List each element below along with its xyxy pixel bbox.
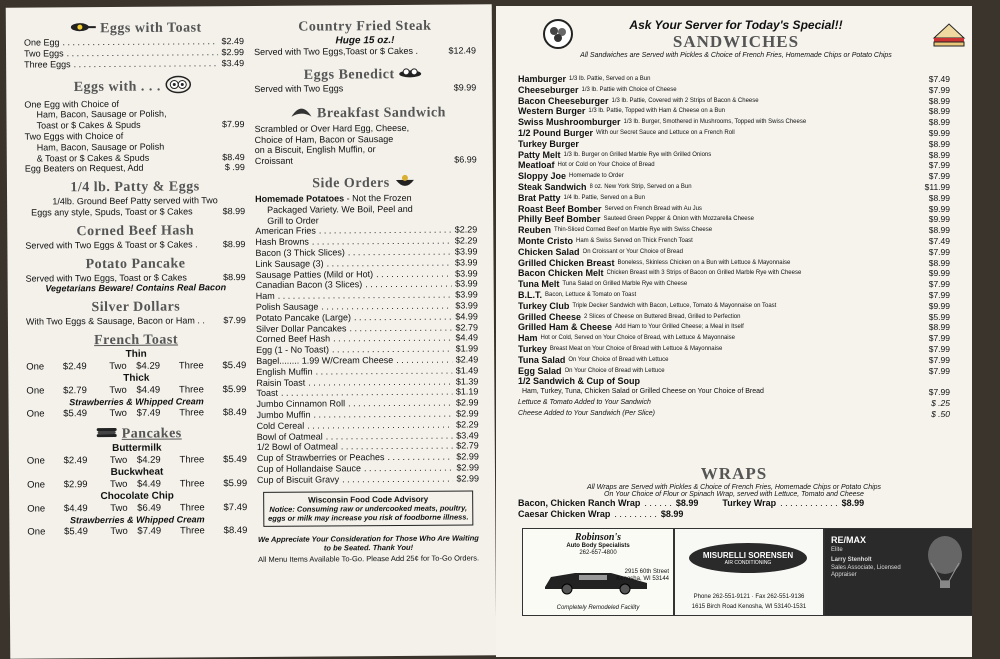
eggs-benedict-section: Eggs Benedict Served with Two Eggs $9.99 bbox=[254, 67, 477, 94]
sandwich-price: $9.99 bbox=[928, 203, 950, 214]
sandwich-name: Egg Salad bbox=[518, 365, 562, 376]
eggs-with-toast-section bbox=[24, 20, 244, 70]
sandwich-desc: 1/3 lb. Burger, Smothered in Mushrooms, Topped with Swiss Cheese bbox=[623, 119, 807, 126]
sandwich-desc: Hot or Cold, Served on Your Choice of Bread, with Lettuce & Mayonnaise bbox=[540, 335, 735, 342]
side-order-price: $2.99 bbox=[455, 397, 479, 408]
sandwich-price: $8.99 bbox=[928, 138, 950, 149]
sandwiches-title: SANDWICHES bbox=[672, 32, 800, 51]
sandwich-desc: 1/3 lb. Pattie, Covered with 2 Strips of Bacon & Cheese bbox=[611, 97, 759, 104]
sandwich-name: B.L.T. bbox=[518, 289, 542, 300]
side-order-name: Sausage Patties (Mild or Hot) bbox=[255, 268, 374, 280]
croissant-icon bbox=[289, 104, 313, 123]
sandwich-price: $7.99 bbox=[928, 354, 950, 365]
potato-pancake-section: Potato Pancake Served with Two Eggs, Toast or $ Cakes $8.99 Vegetarians Beware! Contains Real Bacon bbox=[25, 256, 246, 294]
breakfast-sandwich-section: Breakfast Sandwich Scrambled or Over Hard Egg, Cheese, Choice of Ham, Bacon or Sausage on a Biscuit, English Muffin, or Croissant $6.99 bbox=[254, 105, 477, 167]
sandwich-row bbox=[518, 74, 950, 85]
side-order-name: Jumbo Cinnamon Roll bbox=[256, 398, 346, 410]
sandwich-row bbox=[518, 171, 950, 182]
price-row: One $2.79 Two $4.49 Three $5.99 bbox=[26, 384, 247, 397]
right-menu-page bbox=[496, 6, 972, 657]
side-order-price: $2.99 bbox=[456, 408, 479, 419]
eggs-with-section: Eggs with . . . One Egg with Choice of Ham, Bacon, Sausage or Polish, Toast or $ Cakes & Spuds $7.99 Two Eggs with Choice of Ham, Bacon, Sausage or Polish & Toast or $ Cakes & Spuds $8.49 Egg Beaters on Request, Add $ .99 bbox=[24, 75, 245, 175]
sandwiches-list bbox=[518, 74, 950, 420]
sandwich-desc: 1/3 lb. Burger on Grilled Marble Rye with Grilled Onions bbox=[563, 151, 712, 158]
right-header: Ask Your Server for Today's Special!! SANDWICHES All Sandwiches are Served with Pickles & Choice of French Fries, Homemade Chips or Potato Chips bbox=[536, 18, 936, 59]
sandwich-price: $7.99 bbox=[928, 289, 950, 300]
sandwich-name: Sloppy Joe bbox=[518, 171, 567, 182]
sandwich-price: $7.99 bbox=[928, 171, 950, 182]
sandwich-name: Hamburger bbox=[518, 74, 567, 84]
sandwich-icon bbox=[932, 20, 966, 53]
sandwich-desc: Bacon, Lettuce & Tomato on Toast bbox=[545, 291, 637, 298]
sandwich-desc: Hot or Cold on Your Choice of Bread bbox=[557, 162, 655, 169]
side-order-price: $1.49 bbox=[455, 365, 479, 376]
side-order-name: 1/2 Bowl of Oatmeal bbox=[256, 441, 338, 453]
sandwich-name: Turkey Burger bbox=[518, 138, 579, 149]
sandwich-price: $7.99 bbox=[928, 333, 950, 344]
eggs-plate-icon bbox=[165, 75, 191, 98]
sandwich-row bbox=[518, 160, 950, 171]
french-toast-title: French Toast bbox=[94, 332, 179, 349]
side-order-price: $2.29 bbox=[454, 235, 478, 246]
price-row: One $2.99 Two $4.49 Three $5.99 bbox=[27, 478, 248, 491]
side-order-name: Potato Pancake (Large) bbox=[255, 312, 351, 323]
sandwich-desc: Served on French Bread with Au Jus bbox=[604, 205, 702, 212]
sandwich-name: Tuna Melt bbox=[518, 279, 560, 290]
sandwich-desc: 2 Slices of Cheese on Buttered Bread, Grilled to Perfection bbox=[584, 313, 741, 320]
hot-air-balloon-icon bbox=[925, 535, 965, 596]
sandwich-price: $8.99 bbox=[928, 106, 950, 117]
country-fried-steak-title: Country Fried Steak bbox=[298, 18, 432, 35]
left-menu-page bbox=[6, 4, 497, 658]
side-order-name: Cup of Biscuit Gravy bbox=[256, 474, 340, 485]
side-order-price: $2.99 bbox=[456, 451, 479, 462]
menu-item: Two Eggs . . . $2.99 bbox=[24, 47, 244, 59]
patty-eggs-title: 1/4 lb. Patty & Eggs bbox=[70, 179, 200, 196]
side-order-price: $2.99 bbox=[456, 473, 480, 484]
sandwich-price: $7.99 bbox=[928, 84, 950, 95]
sandwich-name: Western Burger bbox=[518, 106, 586, 117]
sandwich-name: 1/2 Pound Burger bbox=[518, 127, 594, 138]
sandwich-price: $7.99 bbox=[928, 279, 950, 290]
sandwich-row bbox=[518, 322, 950, 333]
eggs-with-toast-title: Eggs with Toast bbox=[100, 20, 202, 37]
side-order-price: $2.79 bbox=[456, 440, 479, 451]
side-order-price: $2.99 bbox=[456, 462, 479, 473]
sandwich-row bbox=[518, 247, 950, 258]
thank-you-note: We Appreciate Your Consideration for Those Who Are Waiting to be Seated. Thank You! bbox=[257, 532, 479, 553]
side-order-price: $3.99 bbox=[455, 300, 478, 311]
side-order-name: Canadian Bacon (3 Slices) bbox=[255, 279, 363, 291]
sandwich-desc: On Croissant or Your Choice of Bread bbox=[582, 248, 683, 255]
sandwich-desc: 1/3 lb. Pattie, Topped with Ham & Cheese on a Bun bbox=[588, 108, 725, 115]
side-order-name: Polish Sausage bbox=[255, 301, 319, 312]
sandwich-desc: Ham & Swiss Served on Thick French Toast bbox=[576, 237, 693, 244]
side-order-name: Bowl of Oatmeal bbox=[256, 431, 323, 442]
side-order-name: Bacon (3 Thick Slices) bbox=[255, 247, 345, 258]
eggs-with-title: Eggs with . . . bbox=[73, 78, 161, 95]
side-order-item bbox=[257, 473, 479, 485]
sandwich-price: $9.99 bbox=[928, 127, 950, 138]
sandwich-desc bbox=[582, 139, 914, 150]
frying-pan-icon bbox=[70, 21, 96, 37]
sandwich-desc: 1/3 lb. Pattie with Choice of Cheese bbox=[581, 86, 677, 93]
sandwich-desc: Thin-Sliced Corned Beef on Marble Rye with Swiss Cheese bbox=[554, 227, 713, 234]
sandwich-row bbox=[518, 225, 950, 236]
sandwich-row bbox=[518, 106, 950, 117]
sandwich-desc: Boneless, Skinless Chicken on a Bun with Lettuce & Mayonnaise bbox=[617, 259, 791, 266]
side-order-price: $3.99 bbox=[455, 278, 478, 289]
price-row: One $5.49 Two $7.49 Three $8.49 bbox=[27, 525, 248, 538]
menu-item: Three Eggs . . . $3.49 bbox=[24, 58, 244, 70]
sandwich-name: Brat Patty bbox=[518, 192, 561, 203]
sandwich-price: $7.49 bbox=[928, 74, 950, 84]
sandwich-price: $9.99 bbox=[928, 268, 950, 279]
sandwich-price: $8.99 bbox=[928, 192, 950, 203]
sandwich-name: Steak Sandwich bbox=[518, 181, 587, 192]
wrap-row: Caesar Chicken Wrap . . . . . . . . . $8.99 bbox=[518, 509, 684, 519]
price-row: One $2.49 Two $4.29 Three $5.49 bbox=[26, 360, 247, 373]
corned-beef-hash-section: Corned Beef Hash Served with Two Eggs & Toast or $ Cakes . $8.99 bbox=[25, 223, 246, 251]
sandwich-price: $5.99 bbox=[928, 311, 950, 322]
sandwich-name: Philly Beef Bomber bbox=[518, 214, 601, 225]
sandwich-desc: Breast Meat on Your Choice of Bread with Lettuce & Mayonnaise bbox=[549, 345, 723, 352]
sandwich-name: Patty Melt bbox=[518, 149, 561, 160]
remax-ad: RE/MAX Elite Larry Stenholt Sales Associate, Licensed Appraiser bbox=[824, 528, 972, 616]
pancakes-title: Pancakes bbox=[121, 426, 182, 442]
side-order-name: Cold Cereal bbox=[256, 420, 305, 431]
sandwich-name: Ham bbox=[518, 333, 538, 344]
sandwich-price: $7.49 bbox=[928, 235, 950, 246]
food-code-advisory: Wisconsin Food Code Advisory Notice: Consuming raw or undercooked meats, poultry, eggs or milk may increase you risk of foodborne illness. bbox=[263, 490, 473, 526]
side-order-price: $4.99 bbox=[455, 311, 478, 322]
sandwich-name: Bacon Chicken Melt bbox=[518, 268, 604, 279]
wrap-row: Bacon, Chicken Ranch Wrap . . . . . . $8.99 Turkey Wrap . . . . . . . . . . . . $8.99 bbox=[518, 498, 865, 508]
menu-item: One Egg . . . $2.49 bbox=[24, 36, 244, 48]
side-order-name: Raisin Toast bbox=[256, 377, 306, 388]
addon-row: Cheese Added to Your Sandwich (Per Slice) $ .50 bbox=[518, 408, 950, 419]
sandwich-desc: Add Ham to Your Grilled Cheese; a Meal in Itself bbox=[615, 324, 744, 331]
potato-pancake-title: Potato Pancake bbox=[85, 256, 186, 272]
sandwich-row bbox=[518, 268, 950, 279]
sandwich-name: Turkey bbox=[518, 343, 547, 354]
breakfast-sandwich-title: Breakfast Sandwich bbox=[316, 105, 446, 122]
sandwich-price: $8.99 bbox=[928, 149, 950, 160]
sandwich-name: Meatloaf bbox=[518, 160, 555, 171]
side-order-price: $3.99 bbox=[454, 246, 478, 257]
side-orders-title: Side Orders bbox=[312, 175, 390, 192]
sandwich-row bbox=[518, 139, 950, 150]
side-order-price: $3.49 bbox=[456, 429, 479, 441]
sandwich-row bbox=[518, 204, 950, 215]
side-order-name: Cup of Hollandaise Sauce bbox=[256, 463, 362, 474]
side-order-name: Hash Browns bbox=[255, 236, 309, 248]
french-toast-section: French Toast Thin One $2.49 Two $4.29 Three $5.49 Thick One $2.79 Two $4.49 Three $5.99 Strawberries & Whipped Cream One $5.49 Two $7.49 Three $8.49 bbox=[26, 332, 247, 420]
sandwich-name: Cheeseburger bbox=[518, 84, 579, 95]
side-orders-section: Side Orders Homemade Potatoes - Not the Frozen Packaged Variety. We Boil, Peel and Grill to Order American Fries . . . $2.29 Hash Browns . . . $2.29 Bacon (3 Thick Slices) . . . $3.99 Link Sausage (3) . . . $3.99 Sausage Patties (Mild or Hot) . . . $3.99 Canadian Bacon (3 Slices) . . . $3.99 Ham . . . $3.99 Polish Sausage . . . $3.99 Potato Pancake (Large) . . . $4.99 Silver Dollar Pancakes . . . $2.79 Corned Beef Hash . . . $4.49 Egg (1 - No Toast) . . . $1.99 Bagel........ 1.99 W/Cream Cheese . . . $2.49 English Muffin . . . $1.49 Raisin Toast . . . $1.39 Toast . . . $1.19 Jumbo Cinnamon Roll . . . $2.99 Jumbo Muffin . . . $2.99 Cold Cereal . . . $2.29 Bowl of Oatmeal . . . $3.49 1/2 Bowl of Oatmeal . . . $2.79 Cup of Strawberries or Peaches . . . $2.99 Cup of Hollandaise Sauce . . . $2.99 Cup of Biscuit Gravy . . . $2.99 bbox=[255, 173, 479, 485]
sandwich-row bbox=[518, 333, 950, 344]
side-order-name: Ham bbox=[255, 291, 275, 302]
sandwich-desc: Chicken Breast with 3 Strips of Bacon on Grilled Marble Rye with Cheese bbox=[606, 270, 802, 277]
side-order-name: Silver Dollar Pancakes bbox=[255, 322, 347, 334]
sandwich-desc: 1/3 lb. Pattie, Served on a Bun bbox=[569, 76, 651, 82]
sandwich-row bbox=[518, 290, 950, 301]
country-fried-steak-section: Country Fried Steak Huge 15 oz.! Served with Two Eggs,Toast or $ Cakes . $12.49 bbox=[254, 18, 477, 57]
sandwich-name: Grilled Ham & Cheese bbox=[518, 322, 613, 333]
soup-combo-row: 1/2 Sandwich & Cup of Soup bbox=[518, 376, 641, 387]
side-order-name: Bagel........ 1.99 W/Cream Cheese bbox=[256, 354, 394, 366]
to-go-note: All Menu Items Available To-Go. Please Add 25¢ for To-Go Orders. bbox=[258, 552, 480, 564]
side-order-name: Toast bbox=[256, 388, 278, 399]
sandwich-desc: On Your Choice of Bread with Lettuce bbox=[568, 356, 669, 363]
side-order-name: Corned Beef Hash bbox=[256, 333, 331, 345]
sandwich-desc: Tuna Salad on Grilled Marble Rye with Cheese bbox=[562, 281, 688, 288]
sandwich-name: Bacon Cheeseburger bbox=[518, 95, 609, 106]
side-order-name: American Fries bbox=[255, 225, 316, 237]
addon-row: Lettuce & Tomato Added to Your Sandwich $ .25 bbox=[518, 397, 950, 408]
sandwich-row bbox=[518, 344, 950, 355]
side-order-price: $1.99 bbox=[455, 343, 479, 354]
side-order-price: $2.49 bbox=[455, 354, 479, 365]
misurelli-sorensen-ad: MISURELLI SORENSEN AIR CONDITIONING Phone 262-551-9121 · Fax 262-551-9136 1615 Birch Road Kenosha, WI 53140-1531 bbox=[674, 528, 824, 616]
sandwich-row bbox=[518, 150, 950, 161]
breakfast-column bbox=[24, 20, 248, 545]
sandwich-desc: On Your Choice of Bread with Lettuce bbox=[564, 367, 665, 374]
side-order-price: $1.39 bbox=[455, 375, 479, 387]
side-order-price: $2.79 bbox=[455, 321, 479, 333]
side-order-name: Egg (1 - No Toast) bbox=[256, 344, 330, 356]
sandwich-row bbox=[518, 214, 950, 225]
sandwich-desc: 8 oz. New York Strip, Served on a Bun bbox=[589, 183, 692, 190]
sandwich-desc: Sauteed Green Pepper & Onion with Mozzarella Cheese bbox=[603, 216, 754, 223]
price-row: One $5.49 Two $7.49 Three $8.49 bbox=[26, 407, 247, 420]
side-order-price: $1.19 bbox=[455, 386, 479, 397]
side-order-name: Jumbo Muffin bbox=[256, 409, 311, 420]
sandwich-row bbox=[518, 193, 950, 204]
sandwich-row bbox=[518, 182, 950, 193]
server-special-banner: Ask Your Server for Today's Special!! bbox=[629, 18, 843, 32]
pancakes-section: Pancakes Buttermilk One $2.49 Two $4.29 Three $5.49 Buckwheat One $2.99 Two $4.49 Three $5.99 Chocolate Chip One $4.49 Two $6.49 Three $7.49 Strawberries & Whipped Cream One $5.49 Two $7.49 Three $8.49 bbox=[26, 426, 248, 538]
sandwich-row bbox=[518, 85, 950, 96]
sandwich-row bbox=[518, 301, 950, 312]
sandwich-price: $7.99 bbox=[928, 246, 950, 257]
sandwich-row bbox=[518, 312, 950, 323]
silver-dollars-title: Silver Dollars bbox=[91, 299, 181, 316]
sandwich-name: Monte Cristo bbox=[518, 235, 573, 246]
sandwich-name: Roast Beef Bomber bbox=[518, 203, 602, 214]
entrees-sides-column bbox=[254, 18, 480, 563]
wraps-title: WRAPS bbox=[700, 464, 768, 483]
corned-beef-hash-title: Corned Beef Hash bbox=[76, 223, 195, 239]
bowl-icon bbox=[394, 174, 416, 193]
pancake-stack-icon bbox=[96, 426, 118, 443]
sandwich-row bbox=[518, 236, 950, 247]
sandwich-desc: Homemade to Order bbox=[569, 173, 624, 180]
sandwich-name: Grilled Cheese bbox=[518, 311, 582, 322]
eggs-benedict-title: Eggs Benedict bbox=[303, 67, 395, 83]
price-row: One $4.49 Two $6.49 Three $7.49 bbox=[27, 502, 248, 515]
sandwich-price: $7.99 bbox=[928, 343, 950, 354]
side-order-name: English Muffin bbox=[256, 366, 313, 377]
sandwich-name: Tuna Salad bbox=[518, 354, 566, 365]
sandwich-row bbox=[518, 96, 950, 107]
side-order-name: Link Sausage (3) bbox=[255, 258, 324, 269]
sandwich-desc: 1/4 lb. Pattie, Served on a Bun bbox=[563, 194, 645, 201]
sandwich-name: Reuben bbox=[518, 225, 552, 236]
sandwich-name: Chicken Salad bbox=[518, 246, 580, 257]
sandwich-row bbox=[518, 366, 950, 377]
side-orders-list bbox=[255, 225, 479, 486]
sandwich-price: $7.99 bbox=[928, 160, 950, 171]
sandwich-price: $8.99 bbox=[928, 95, 950, 106]
misurelli-logo: MISURELLI SORENSEN AIR CONDITIONING bbox=[689, 543, 807, 573]
price-row: One $2.49 Two $4.29 Three $5.49 bbox=[26, 454, 247, 467]
benedict-plate-icon bbox=[399, 67, 423, 83]
sandwich-row bbox=[518, 117, 950, 128]
sandwich-price: $8.99 bbox=[928, 257, 950, 268]
wraps-section: WRAPS All Wraps are Served with Pickles & Choice of French Fries, Homemade Chips or Potato Chips On Your Choice of Flour or Spinach Wrap, served with Lettuce, Tomato and Cheese Bacon, Chicken Ranch Wrap . . . . . . $8.99 Turkey Wrap . . . . . . . . . . . . $8.99 Caesar Chicken Wrap . . . . . . . . . $8.99 bbox=[518, 464, 950, 520]
robinsons-ad: Robinson's Auto Body Specialists 262-657-4800 2915 60th Street Kenosha, WI 53144 Completely Remodeled Facility bbox=[522, 528, 674, 616]
sandwich-row bbox=[518, 279, 950, 290]
side-order-price: $3.99 bbox=[455, 267, 478, 279]
side-order-price: $2.29 bbox=[454, 224, 478, 235]
sandwich-name: Grilled Chicken Breast bbox=[518, 257, 615, 268]
sandwich-price: $7.99 bbox=[928, 365, 950, 376]
sandwich-name: Turkey Club bbox=[518, 300, 570, 311]
sandwich-price: $11.99 bbox=[924, 181, 950, 192]
sandwich-price: $9.99 bbox=[928, 214, 950, 225]
advertisements bbox=[522, 528, 972, 618]
sandwich-price: $9.99 bbox=[928, 300, 950, 311]
patty-eggs-section: 1/4 lb. Patty & Eggs 1/4lb. Ground Beef Patty served with Two Eggs any style, Spuds, Toast or $ Cakes $8.99 bbox=[25, 179, 245, 218]
sandwich-price: $8.99 bbox=[928, 322, 950, 333]
sandwich-row bbox=[518, 258, 950, 269]
side-order-price: $3.99 bbox=[455, 289, 478, 300]
sandwich-row bbox=[518, 128, 950, 139]
sandwich-price: $8.99 bbox=[928, 225, 950, 236]
sandwich-row bbox=[518, 355, 950, 366]
sandwich-name: Swiss Mushroomburger bbox=[518, 117, 621, 128]
side-order-price: $4.49 bbox=[455, 332, 479, 343]
sandwich-desc: Triple Decker Sandwich with Bacon, Lettuce, Tomato & Mayonnaise on Toast bbox=[572, 302, 777, 309]
soup-combo-desc: Ham, Turkey, Tuna, Chicken Salad or Grilled Cheese on Your Choice of Bread $7.99 bbox=[522, 387, 950, 398]
side-order-price: $3.99 bbox=[454, 257, 478, 268]
silver-dollars-section: Silver Dollars With Two Eggs & Sausage, Bacon or Ham . . $7.99 bbox=[25, 299, 246, 327]
sandwich-desc: With our Secret Sauce and Lettuce on a French Roll bbox=[596, 129, 735, 136]
side-order-name: Cup of Strawberries or Peaches bbox=[256, 452, 385, 464]
sandwich-price: $8.99 bbox=[928, 117, 950, 128]
side-order-price: $2.29 bbox=[456, 419, 479, 430]
